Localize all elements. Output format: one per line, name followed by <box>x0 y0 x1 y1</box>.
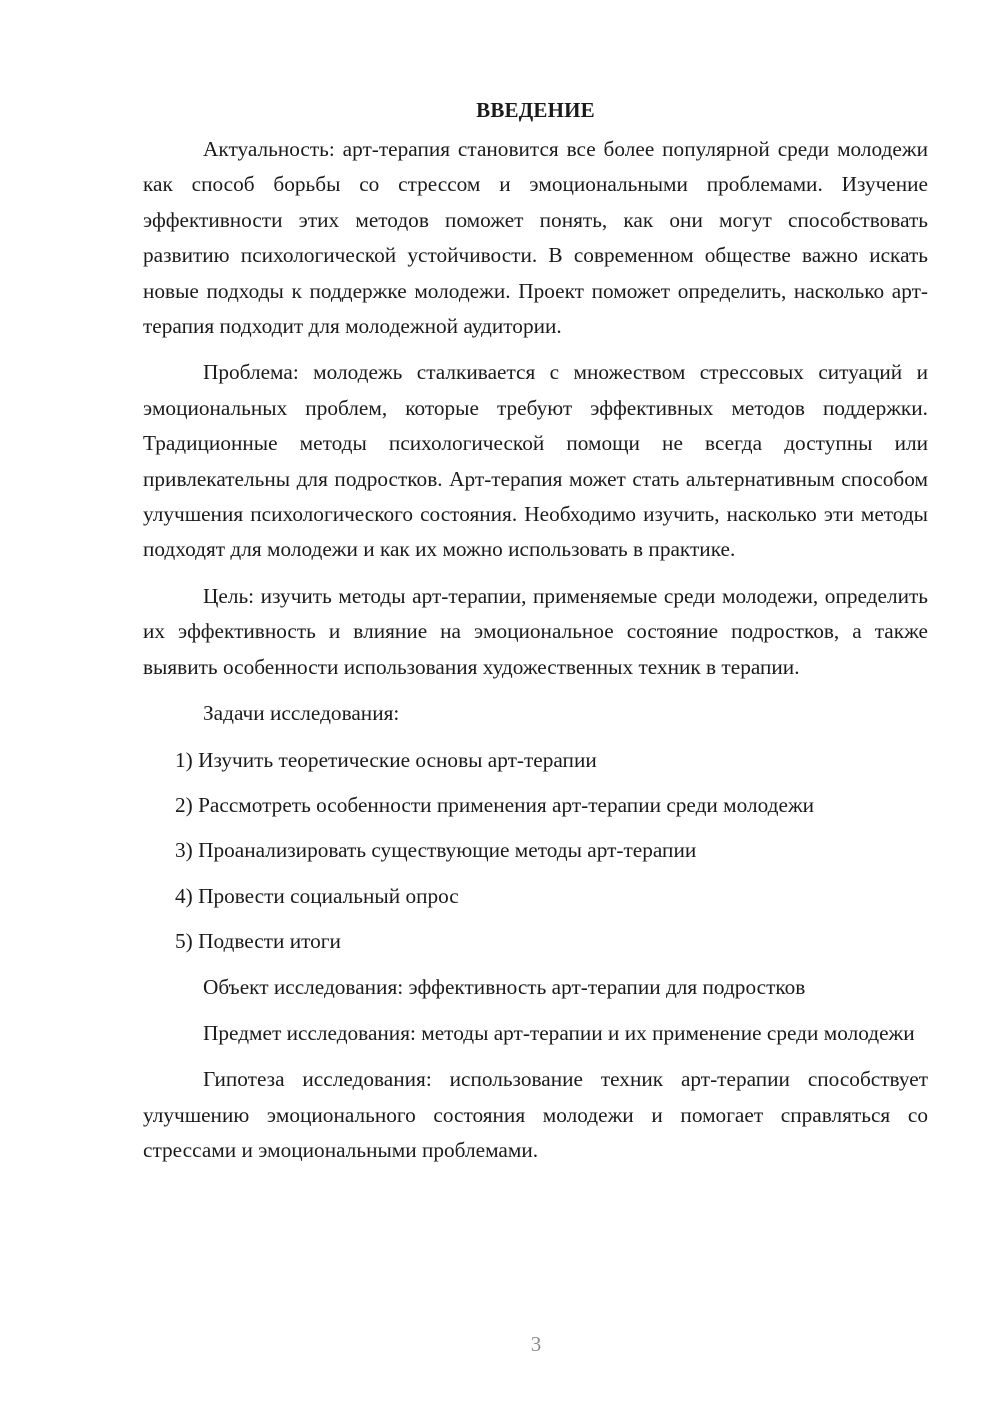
document-page <box>143 92 928 1180</box>
page-title: ВВЕДЕНИЕ <box>476 98 595 122</box>
list-item: 5) Подвести итоги <box>175 929 341 954</box>
subject-paragraph: Предмет исследования: методы арт-терапии и их применение среди молодежи <box>203 1020 915 1045</box>
hypothesis-paragraph: Гипотеза исследования: использование техник арт-терапии способствует улучшению эмоционального состояния молодежи и помогает справляться со стрессами и эмоциональными проблемами. <box>143 1067 928 1163</box>
object-paragraph: Объект исследования: эффективность арт-терапии для подростков <box>203 974 806 999</box>
list-item: 3) Проанализировать существующие методы арт-терапии <box>175 838 697 863</box>
list-item: 2) Рассмотреть особенности применения арт-терапии среди молодежи <box>175 792 815 817</box>
list-item: 1) Изучить теоретические основы арт-терапии <box>175 747 597 772</box>
relevance-paragraph: Актуальность: арт-терапия становится все более популярной среди молодежи как способ борьбы со стрессом и эмоциональными проблемами. Изучение эффективности этих методов поможет понять, как они могут способствовать развитию психологической устойчивости. В современном обществе важно искать новые подходы к поддержке молодежи. Проект поможет определить, насколько арт-терапия подходит для молодежной аудитории. <box>143 137 928 339</box>
goal-paragraph: Цель: изучить методы арт-терапии, применяемые среди молодежи, определить их эффективность и влияние на эмоциональное состояние подростков, а также выявить особенности использования художественных техник в терапии. <box>143 583 928 679</box>
list-item: 4) Провести социальный опрос <box>175 883 459 908</box>
tasks-list <box>143 743 928 960</box>
tasks-heading: Задачи исследования: <box>203 701 400 726</box>
problem-paragraph: Проблема: молодежь сталкивается с множеством стрессовых ситуаций и эмоциональных проблем, которые требуют эффективных методов поддержки. Традиционные методы психологической помощи не всегда доступны или привлекательны для подростков. Арт-терапия может стать альтернативным способом улучшения психологического состояния. Необходимо изучить, насколько эти методы подходят для молодежи и как их можно использовать в практике. <box>143 360 928 562</box>
page-number: 3 <box>530 1332 542 1356</box>
